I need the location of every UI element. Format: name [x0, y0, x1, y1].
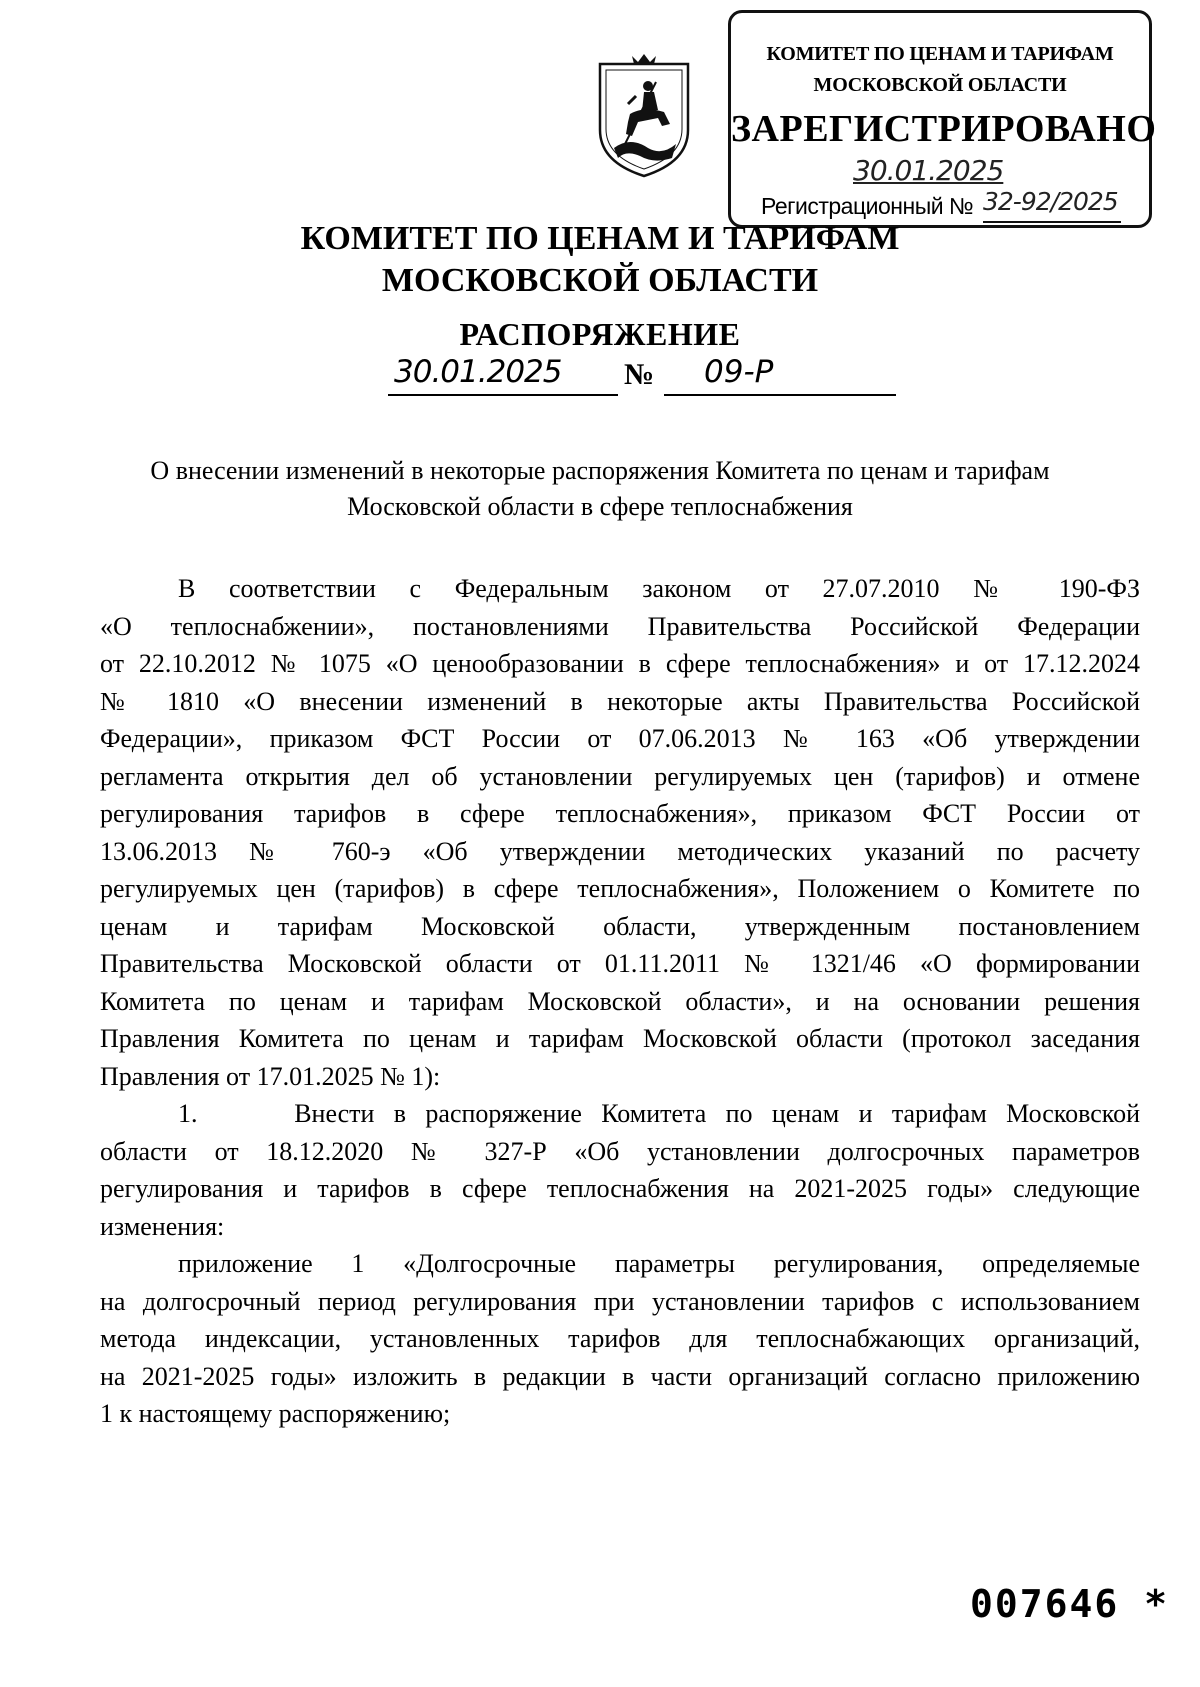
- document-number-field: [664, 352, 896, 396]
- stamp-date: 30.01.2025: [853, 154, 1004, 187]
- body-line: 1. Внести в распоряжение Комитета по ценам и тарифам Московской: [178, 1099, 1140, 1128]
- body-line: области от 18.12.2020 № 327-Р «Об установлении долгосрочных параметров: [100, 1136, 1140, 1166]
- body-line: метода индексации, установленных тарифов для теплоснабжающих организаций,: [100, 1324, 1140, 1353]
- document-number: 09-Р: [704, 354, 774, 390]
- document-subject-line1: О внесении изменений в некоторые распоряжения Комитета по ценам и тарифам: [150, 456, 1050, 485]
- body-line: от 22.10.2012 № 1075 «О ценообразовании в сфере теплоснабжения» и от 17.12.2024: [100, 649, 1140, 678]
- body-line: на 2021-2025 годы» изложить в редакции в части организаций согласно приложению: [100, 1361, 1140, 1391]
- coat-of-arms-icon: [592, 52, 696, 180]
- body-line: В соответствии с Федеральным законом от 27.07.2010 № 190-ФЗ: [178, 574, 1140, 603]
- document-number-label: №: [624, 358, 655, 391]
- document-body: [100, 570, 1140, 1433]
- stamp-registration-number: 32-92/2025: [983, 187, 1118, 216]
- registration-stamp: [728, 10, 1157, 228]
- body-line: приложение 1 «Долгосрочные параметры регулирования, определяемые: [178, 1249, 1140, 1278]
- body-line: на долгосрочный период регулирования при установлении тарифов с использованием: [100, 1286, 1140, 1316]
- body-line: Правления от 17.01.2025 № 1):: [100, 1061, 441, 1091]
- stamp-status: ЗАРЕГИСТРИРОВАНО: [731, 108, 1157, 150]
- body-line: 1 к настоящему распоряжению;: [100, 1399, 451, 1428]
- body-line: Правления Комитета по ценам и тарифам Московской области (протокол заседания: [100, 1024, 1140, 1053]
- body-line: «О теплоснабжении», постановлениями Правительства Российской Федерации: [100, 611, 1140, 641]
- body-line: Правительства Московской области от 01.11.2011 № 1321/46 «О формировании: [100, 949, 1140, 978]
- document-date-field: [388, 352, 618, 396]
- body-line: изменения:: [100, 1211, 225, 1241]
- body-line: регламента открытия дел об установлении регулируемых цен (тарифов) и отмене: [100, 761, 1140, 791]
- body-line: регулируемых цен (тарифов) в сфере теплоснабжения», Положением о Комитете по: [100, 874, 1140, 903]
- body-line: регулирования и тарифов в сфере теплоснабжения на 2021-2025 годы» следующие: [100, 1174, 1140, 1203]
- org-title-line1: КОМИТЕТ ПО ЦЕНАМ И ТАРИФАМ: [300, 220, 900, 257]
- serial-number: 007646 *: [970, 1582, 1170, 1626]
- stamp-org-line2: МОСКОВСКОЙ ОБЛАСТИ: [813, 74, 1067, 96]
- stamp-org-line1: КОМИТЕТ ПО ЦЕНАМ И ТАРИФАМ: [766, 43, 1114, 65]
- document-type: РАСПОРЯЖЕНИЕ: [459, 316, 741, 352]
- org-title-line2: МОСКОВСКОЙ ОБЛАСТИ: [381, 262, 819, 299]
- body-line: ценам и тарифам Московской области, утвержденным постановлением: [100, 911, 1140, 941]
- body-line: регулирования тарифов в сфере теплоснабжения», приказом ФСТ России от: [100, 799, 1140, 828]
- document-subject-line2: Московской области в сфере теплоснабжения: [347, 492, 853, 521]
- stamp-registration-label: Регистрационный №: [761, 193, 974, 219]
- body-line: № 1810 «О внесении изменений в некоторые акты Правительства Российской: [100, 686, 1140, 716]
- body-line: Федерации», приказом ФСТ России от 07.06.2013 № 163 «Об утверждении: [100, 724, 1140, 753]
- body-line: 13.06.2013 № 760-э «Об утверждении методических указаний по расчету: [100, 836, 1140, 866]
- document-date: 30.01.2025: [394, 354, 562, 390]
- body-line: Комитета по ценам и тарифам Московской области», и на основании решения: [100, 986, 1140, 1016]
